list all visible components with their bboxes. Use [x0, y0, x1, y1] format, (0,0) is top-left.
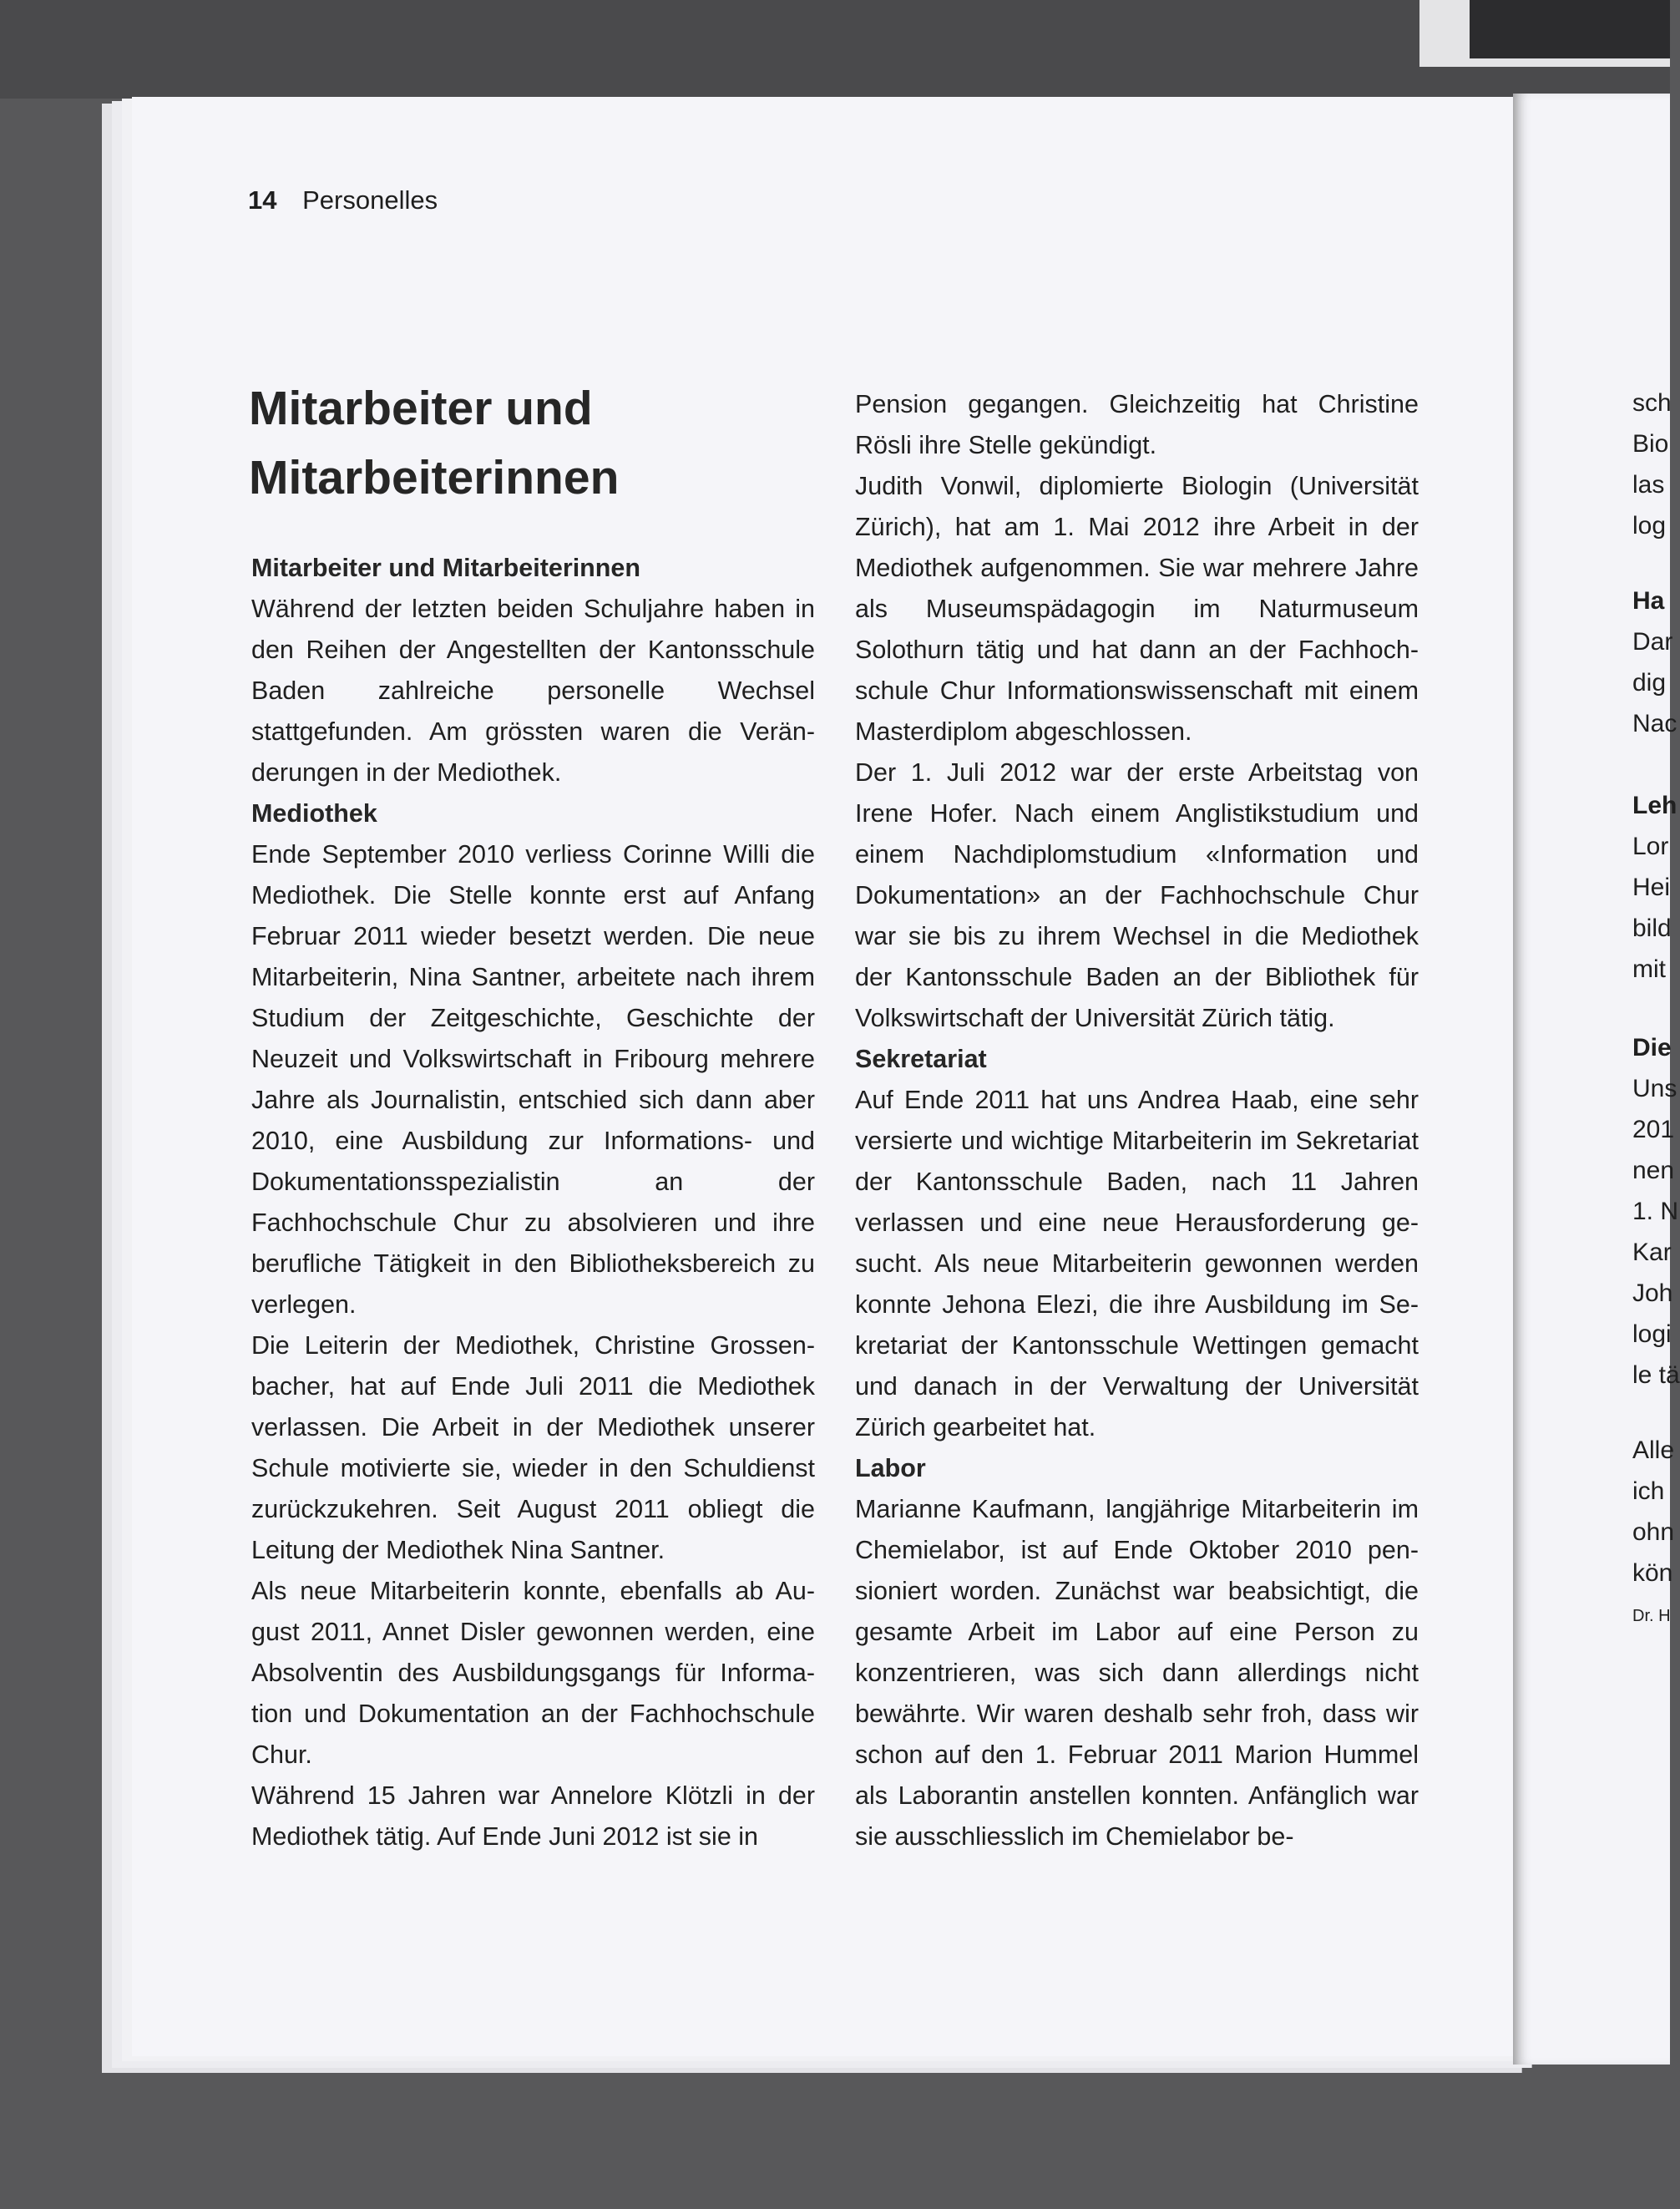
right-page-fragment: Nac — [1632, 710, 1677, 737]
right-page-fragment: Uns — [1632, 1075, 1677, 1102]
section-heading-labor: Labor — [855, 1454, 926, 1482]
right-page-fragment: 1. N — [1632, 1198, 1679, 1225]
right-page-heading-fragment: Leh — [1632, 792, 1677, 819]
right-page-fragment: Kar — [1632, 1239, 1672, 1266]
section-name: Personelles — [302, 185, 438, 215]
right-page-fragment: Hei — [1632, 874, 1671, 901]
intro-paragraph: Während der letzten beiden Schuljahre haben in den Reihen der Angestellten der Kantonsschule Baden zahlreiche personelle Wechsel stattgefunden. Am grössten waren die Veränderungen in der Mediothek. — [251, 595, 815, 787]
section-heading-sekretariat: Sekretariat — [855, 1045, 987, 1073]
section-heading-mediothek: Mediothek — [251, 799, 377, 828]
right-page-fragment: dig — [1632, 669, 1667, 697]
paragraph: Pension gegangen. Gleichzeitig hat Christine Rösli ihre Stelle gekündigt. — [855, 390, 1419, 459]
right-page-fragment: Dr. H — [1632, 1607, 1671, 1625]
right-page-fragment: logi — [1632, 1320, 1672, 1348]
page-number: 14 — [248, 185, 277, 215]
right-page-fragment: las — [1632, 471, 1665, 499]
right-page-fragment: Joh — [1632, 1279, 1673, 1307]
right-page-fragment: Dar — [1632, 628, 1673, 656]
paragraph: Marianne Kaufmann, langjährige Mitarbeiterin im Chemielabor, ist auf Ende Oktober 2010 pensioniert worden. Zunächst war beabsichtigt, die gesamte Arbeit im Labor auf eine Person zu konzentrieren, was sich dann allerdings nicht bewährte. Wir waren deshalb sehr froh, dass wir schon auf den 1. Februar 2011 Marion Hummel als Laborantin anstellen konnten. Anfänglich war sie ausschliesslich im Chemielabor be- — [855, 1495, 1419, 1851]
paragraph: Während 15 Jahren war Annelore Klötzli in der Mediothek tätig. Auf Ende Juni 2012 ist sie in — [251, 1781, 815, 1851]
article-title-line: Mitarbeiterinnen — [249, 451, 620, 504]
right-page-fragment: Alle — [1632, 1436, 1675, 1464]
paragraph: Der 1. Juli 2012 war der erste Arbeitstag von Irene Hofer. Nach einem Anglistikstudium und einem Nachdiplomstudium «Information und Dokumentation» an der Fachhochschule Chur war sie bis zu ihrem Wechsel in die Mediothek der Kantonsschule Baden an der Bibliothek für Volkswirtschaft der Universität Zürich tätig. — [855, 758, 1419, 1032]
right-page-fragment: sch — [1632, 389, 1672, 417]
right-page-fragment: log — [1632, 512, 1667, 540]
article-title-line: Mitarbeiter und — [249, 382, 593, 435]
right-page-fragment: Bio — [1632, 430, 1669, 458]
right-page-fragment: mit — [1632, 955, 1666, 983]
scanner-edge-dark — [1470, 0, 1670, 58]
section-subtitle: Mitarbeiter und Mitarbeiterinnen — [251, 554, 641, 582]
text-column-right — [855, 384, 1419, 1857]
right-page-fragment: Lor — [1632, 833, 1669, 860]
right-page-heading-fragment: Die — [1632, 1034, 1672, 1061]
right-page-heading-fragment: Ha — [1632, 587, 1665, 615]
text-column-left — [251, 384, 815, 1857]
right-page-fragment: le tä — [1632, 1361, 1680, 1389]
right-page-fragment: bild — [1632, 915, 1672, 942]
paragraph: Auf Ende 2011 hat uns Andrea Haab, eine sehr versierte und wichtige Mitarbeiterin im Sekretariat der Kantonsschule Baden, nach 11 Jahren verlassen und eine neue Herausforderung gesucht. Als neue Mitarbeiterin gewonnen werden konnte Jehona Elezi, die ihre Ausbildung im Sekretariat der Kantonsschule Wettingen gemacht und danach in der Verwaltung der Universität Zürich gearbeitet hat. — [855, 1086, 1419, 1441]
paragraph: Ende September 2010 verliess Corinne Willi die Mediothek. Die Stelle konnte erst auf Anfang Februar 2011 wieder besetzt werden. Die neue Mitarbeiterin, Nina Santner, arbeitete nach ihrem Studium der Zeitgeschichte, Geschichte der Neuzeit und Volkswirtschaft in Fribourg mehrere Jahre als Journalistin, entschied sich dann aber 2010, eine Ausbildung zur Informations- und Dokumentationsspezialistin an der Fachhochschule Chur zu absolvieren und ihre berufliche Tätigkeit in den Bibliotheksbereich zu verlegen. — [251, 840, 815, 1319]
running-header — [248, 185, 438, 215]
right-page-fragment: ohn — [1632, 1518, 1675, 1546]
paragraph: Die Leiterin der Mediothek, Christine Grossenbacher, hat auf Ende Juli 2011 die Mediothek verlassen. Die Arbeit in der Mediothek unserer Schule motivierte sie, wieder in den Schuldienst zurückzukehren. Seit August 2011 obliegt die Leitung der Mediothek Nina Santner. — [251, 1331, 815, 1564]
paragraph: Judith Vonwil, diplomierte Biologin (Universität Zürich), hat am 1. Mai 2012 ihre Arbeit in der Mediothek aufgenommen. Sie war mehrere Jahre als Museumspädagogin im Naturmuseum Solothurn tätig und hat dann an der Fachhochschule Chur Informationswissenschaft mit einem Masterdiplom abgeschlossen. — [855, 472, 1419, 746]
right-page-fragment: ich — [1632, 1477, 1665, 1505]
right-page-fragment: nen — [1632, 1157, 1675, 1184]
right-page-fragment: kön — [1632, 1559, 1673, 1587]
right-page-fragment: 201 — [1632, 1116, 1675, 1143]
paragraph: Als neue Mitarbeiterin konnte, ebenfalls ab August 2011, Annet Disler gewonnen werden, eine Absolventin des Ausbildungsgangs für Information und Dokumentation an der Fachhochschule Chur. — [251, 1577, 815, 1769]
